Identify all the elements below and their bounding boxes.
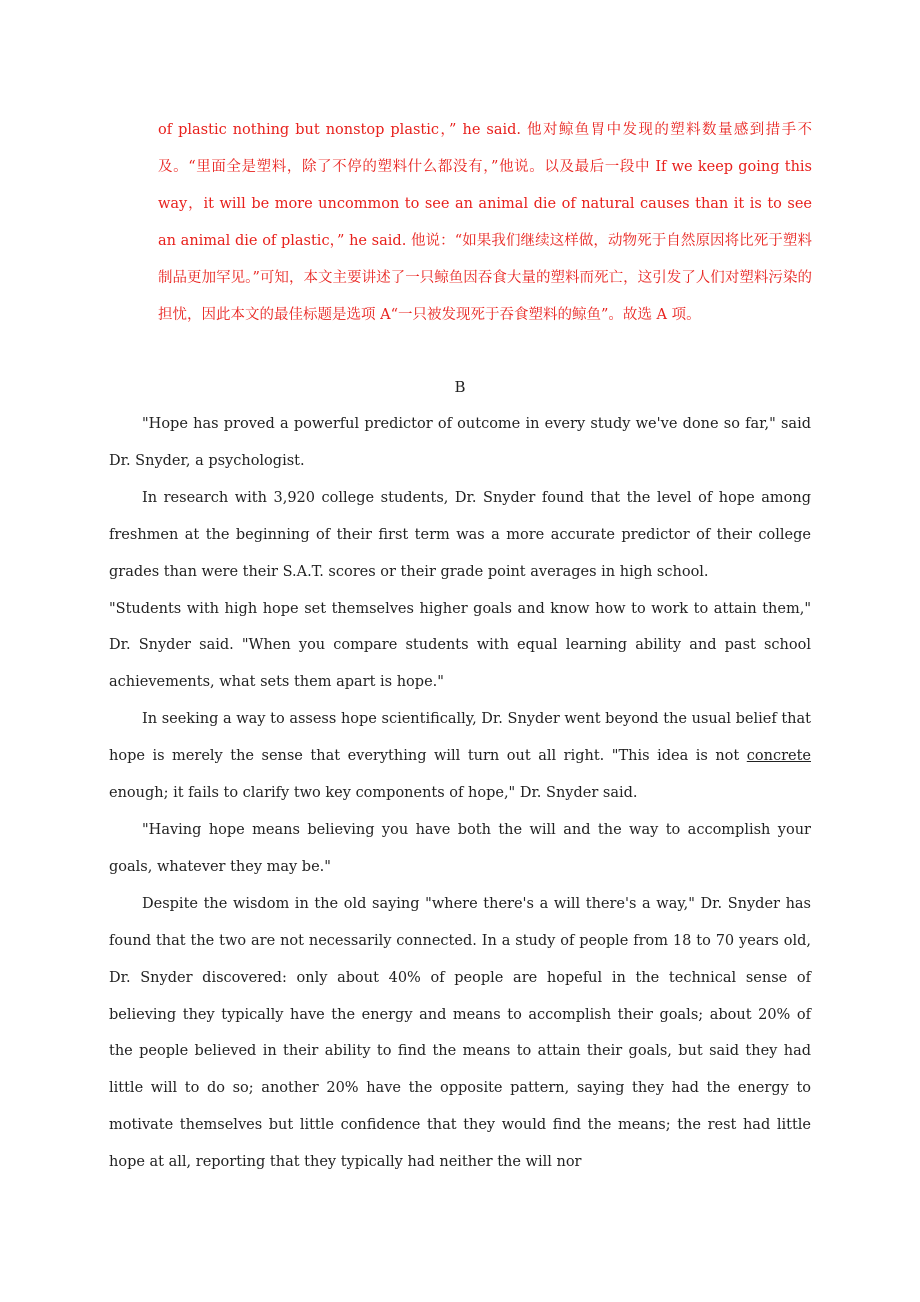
passage-paragraph-4 bbox=[109, 701, 811, 812]
passage-body bbox=[109, 406, 811, 1181]
underlined-word: concrete bbox=[746, 748, 811, 765]
section-heading: B bbox=[454, 378, 466, 396]
passage-paragraph-3: "Students with high hope set themselves higher goals and know how to work to attain them," Dr. Snyder said. "When you compare students with equal learning ability and past school achievements, what sets them apart is hope." bbox=[109, 600, 811, 691]
passage-paragraph-4-start: In seeking a way to assess hope scientifically, Dr. Snyder went beyond the usual belief that hope is merely the sense that everything will turn out all right. "This idea is not bbox=[109, 711, 811, 765]
passage-paragraph-1: "Hope has proved a powerful predictor of outcome in every study we've done so far," said Dr. Snyder, a psychologist. bbox=[109, 416, 811, 469]
passage-paragraph-5: "Having hope means believing you have both the will and the way to accomplish your goals, whatever they may be." bbox=[109, 821, 811, 875]
answer-explanation-text: of plastic nothing but nonstop plastic，” he said. 他对鲸鱼胃中发现的塑料数量感到措手不及。“里面全是塑料，除了不停的塑料什么都没有，”他说。以及最后一段中 If we keep going this way，it will be more uncommon to see an animal die of natural causes than it is to see an animal die of plastic，” he said. 他说：“如果我们继续这样做，动物死于自然原因将比死于塑料制品更加罕见。”可知，本文主要讲述了一只鲸鱼因吞食大量的塑料而死亡，这引发了人们对塑料污染的担忧，因此本文的最佳标题是选项 A“一只被发现死于吞食塑料的鲸鱼”。故选 A 项。 bbox=[158, 122, 812, 323]
passage-paragraph-4-end: enough; it fails to clarify two key components of hope," Dr. Snyder said. bbox=[109, 785, 638, 802]
passage-paragraph-2: In research with 3,920 college students, Dr. Snyder found that the level of hope among freshmen at the beginning of their first term was a more accurate predictor of their college grades than were their S.A.T. scores or their grade point averages in high school. bbox=[109, 489, 811, 580]
answer-explanation bbox=[158, 112, 812, 334]
passage-paragraph-6: Despite the wisdom in the old saying "where there's a will there's a way," Dr. Snyder has found that the two are not necessarily connected. In a study of people from 18 to 70 years old, Dr. Snyder discovered: only about 40% of people are hopeful in the technical sense of believing they typically have the energy and means to accomplish their goals; about 20% of the people believed in their ability to find the means to attain their goals, but said they had little will to do so; another 20% have the opposite pattern, saying they had the energy to motivate themselves but little confidence that they would find the means; the rest had little hope at all, reporting that they typically had neither the will nor bbox=[109, 895, 811, 1171]
